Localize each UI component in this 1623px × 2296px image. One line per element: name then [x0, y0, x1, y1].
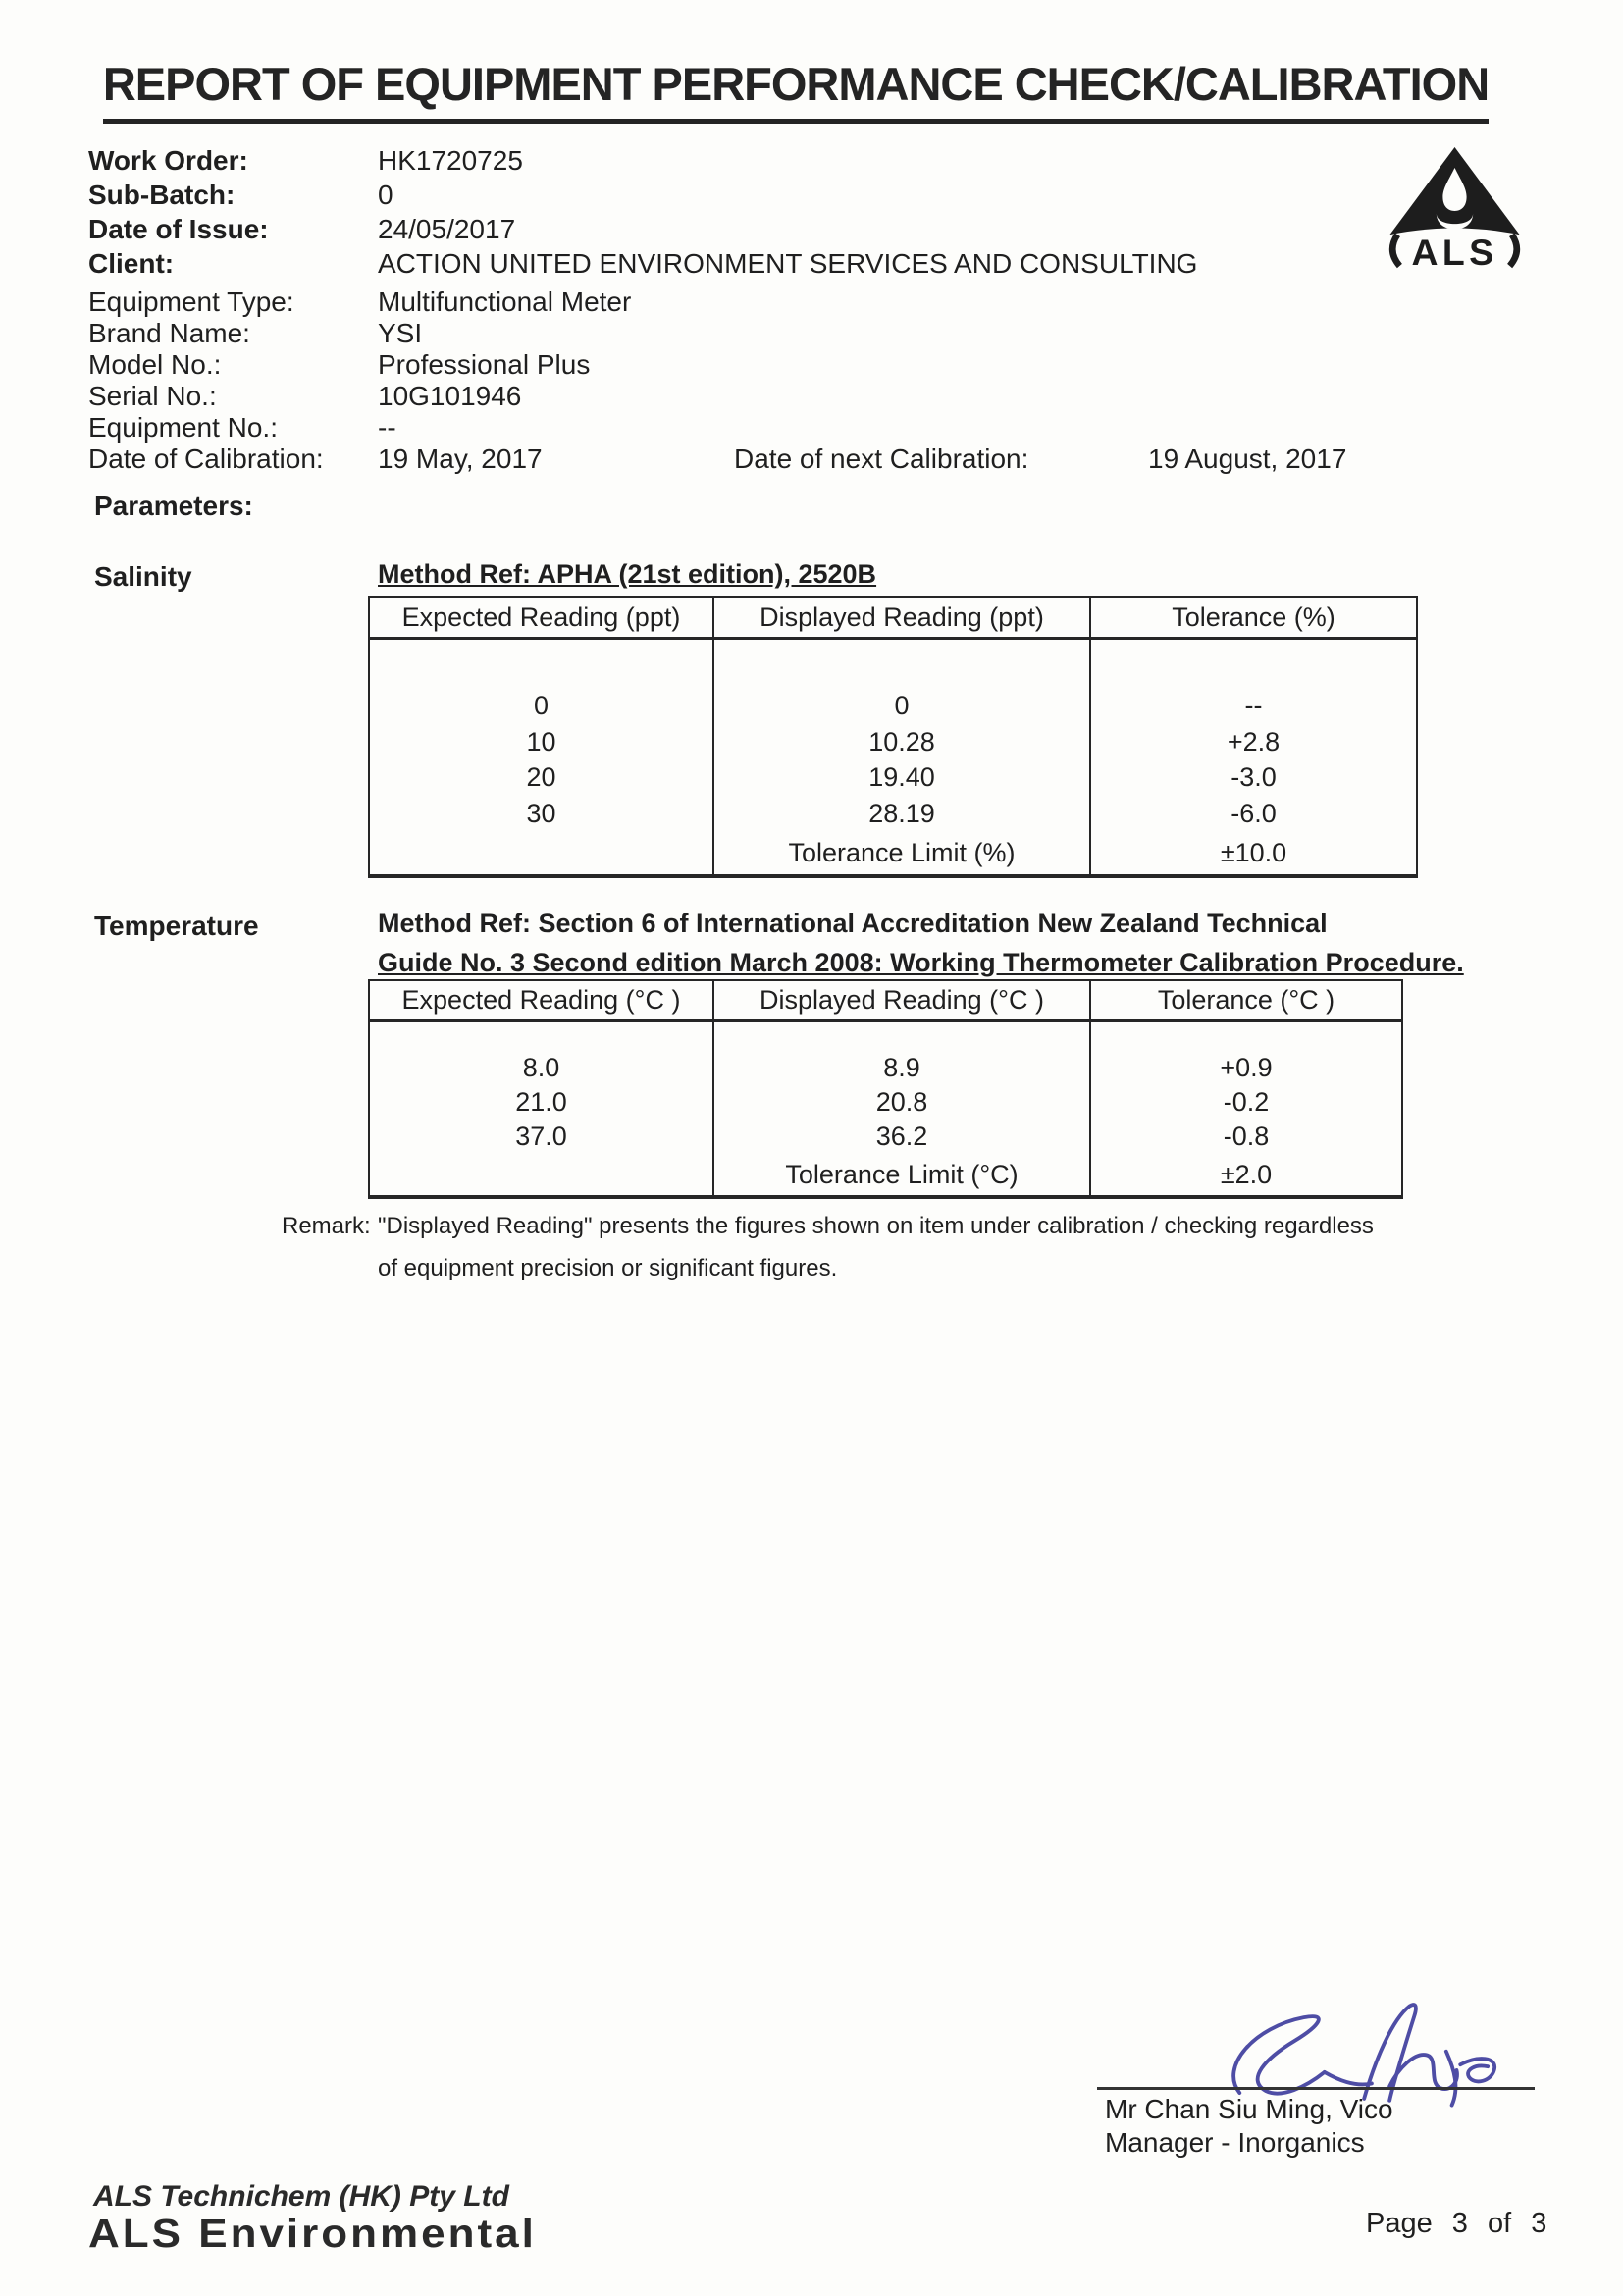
table-cell: 37.0: [515, 1122, 567, 1152]
work-order-row: [88, 143, 1197, 178]
table-cell: 21.0: [515, 1086, 567, 1117]
table-cell: 30: [526, 798, 556, 828]
salinity-col-displayed: [714, 598, 1091, 874]
equipment-no-row: [88, 412, 631, 444]
table-cell: 10.28: [868, 726, 935, 757]
salinity-tolerance-limit-value: ±10.0: [1220, 837, 1287, 867]
model-no-label: Model No.:: [88, 349, 222, 380]
date-of-calibration-label: Date of Calibration:: [88, 444, 324, 474]
footer-brand-logo: ALS Environmental: [88, 2212, 537, 2257]
salinity-header-displayed: Displayed Reading (ppt): [714, 598, 1089, 640]
date-of-calibration-row: [88, 444, 1347, 475]
table-cell: 28.19: [868, 798, 935, 828]
client-row: [88, 246, 1197, 281]
temperature-method-ref-line1: Method Ref: Section 6 of International Accreditation New Zealand Technical: [378, 909, 1328, 938]
sub-batch-label: Sub-Batch:: [88, 179, 236, 210]
date-of-issue-row: [88, 212, 1197, 246]
work-order-value: HK1720725: [378, 144, 523, 176]
temperature-tolerance-limit-value: ±2.0: [1220, 1159, 1273, 1189]
salinity-col-expected: [370, 598, 714, 874]
table-cell: 8.9: [883, 1052, 920, 1082]
temperature-table: [368, 979, 1403, 1199]
date-of-next-calibration-label: Date of next Calibration:: [734, 444, 1029, 474]
brand-name-label: Brand Name:: [88, 318, 250, 348]
date-of-next-calibration-value: 19 August, 2017: [1148, 444, 1347, 474]
brand-name-row: [88, 318, 631, 349]
temperature-header-tolerance: Tolerance (°C ): [1091, 981, 1401, 1022]
temperature-header-displayed: Displayed Reading (°C ): [714, 981, 1089, 1022]
equipment-no-label: Equipment No.:: [88, 412, 278, 443]
date-of-issue-value: 24/05/2017: [378, 213, 516, 244]
table-cell: +2.8: [1227, 726, 1281, 757]
table-cell: --: [1244, 691, 1263, 721]
table-cell: 36.2: [875, 1122, 928, 1152]
section-label-temperature: Temperature: [94, 911, 259, 941]
section-label-salinity: Salinity: [94, 561, 192, 592]
salinity-header-expected: Expected Reading (ppt): [370, 598, 712, 640]
table-cell: +0.9: [1220, 1052, 1273, 1082]
temperature-header-expected: Expected Reading (°C ): [370, 981, 712, 1022]
signature-line: [1097, 2087, 1535, 2090]
client-label: Client:: [88, 247, 175, 279]
serial-no-value: 10G101946: [378, 381, 522, 411]
date-of-calibration-value: 19 May, 2017: [378, 444, 543, 474]
temperature-method-ref-line2: Guide No. 3 Second edition March 2008: Working Thermometer Calibration Procedure.: [378, 948, 1464, 977]
table-cell: -0.8: [1223, 1122, 1270, 1152]
remark-text-line1: "Displayed Reading" presents the figures shown on item under calibration / checking regardless: [378, 1213, 1374, 1239]
table-cell: 19.40: [868, 762, 935, 793]
equipment-type-row: [88, 287, 631, 318]
temperature-tolerance-limit-label: Tolerance Limit (°C): [785, 1159, 1019, 1189]
model-no-value: Professional Plus: [378, 349, 591, 380]
brand-name-value: YSI: [378, 318, 423, 348]
table-cell: 8.0: [522, 1052, 560, 1082]
parameters-heading: Parameters:: [94, 491, 253, 521]
serial-no-label: Serial No.:: [88, 381, 217, 411]
sub-batch-row: [88, 178, 1197, 212]
als-logo-text: ALS: [1411, 231, 1498, 273]
salinity-col-tolerance: [1091, 598, 1416, 874]
remark-label: Remark:: [282, 1213, 371, 1239]
client-value: ACTION UNITED ENVIRONMENT SERVICES AND CONSULTING: [378, 247, 1198, 279]
table-cell: 20.8: [875, 1086, 928, 1117]
remark-text-line2: of equipment precision or significant figures.: [378, 1255, 838, 1281]
signatory-name: Mr Chan Siu Ming, Vico: [1105, 2094, 1393, 2124]
temperature-col-tolerance: [1091, 981, 1401, 1195]
signatory-role: Manager - Inorganics: [1105, 2127, 1365, 2158]
page-number: Page 3 of 3: [1366, 2208, 1547, 2239]
table-cell: -3.0: [1230, 762, 1277, 793]
report-title-wrap: [69, 57, 1523, 124]
footer-company-name: ALS Technichem (HK) Pty Ltd: [93, 2180, 509, 2213]
table-cell: 20: [526, 762, 556, 793]
order-info-block: [88, 143, 1197, 281]
salinity-method-ref: Method Ref: APHA (21st edition), 2520B: [378, 559, 877, 589]
als-logo: [1374, 143, 1536, 290]
date-of-issue-label: Date of Issue:: [88, 213, 269, 244]
table-cell: 0: [894, 691, 910, 721]
sub-batch-value: 0: [378, 179, 393, 210]
salinity-tolerance-limit-label: Tolerance Limit (%): [788, 837, 1016, 867]
salinity-header-tolerance: Tolerance (%): [1091, 598, 1416, 640]
report-title: REPORT OF EQUIPMENT PERFORMANCE CHECK/CALIBRATION: [103, 57, 1489, 124]
table-cell: 0: [533, 691, 550, 721]
serial-no-row: [88, 381, 631, 412]
table-cell: 10: [526, 726, 556, 757]
model-no-row: [88, 349, 631, 381]
salinity-table: [368, 596, 1418, 878]
equipment-type-label: Equipment Type:: [88, 287, 294, 317]
table-cell: -0.2: [1223, 1086, 1270, 1117]
work-order-label: Work Order:: [88, 144, 248, 176]
equipment-no-value: --: [378, 412, 396, 443]
equipment-info-block: [88, 287, 1347, 475]
table-cell: -6.0: [1230, 798, 1277, 828]
temperature-col-expected: [370, 981, 714, 1195]
temperature-col-displayed: [714, 981, 1091, 1195]
equipment-type-value: Multifunctional Meter: [378, 287, 632, 317]
